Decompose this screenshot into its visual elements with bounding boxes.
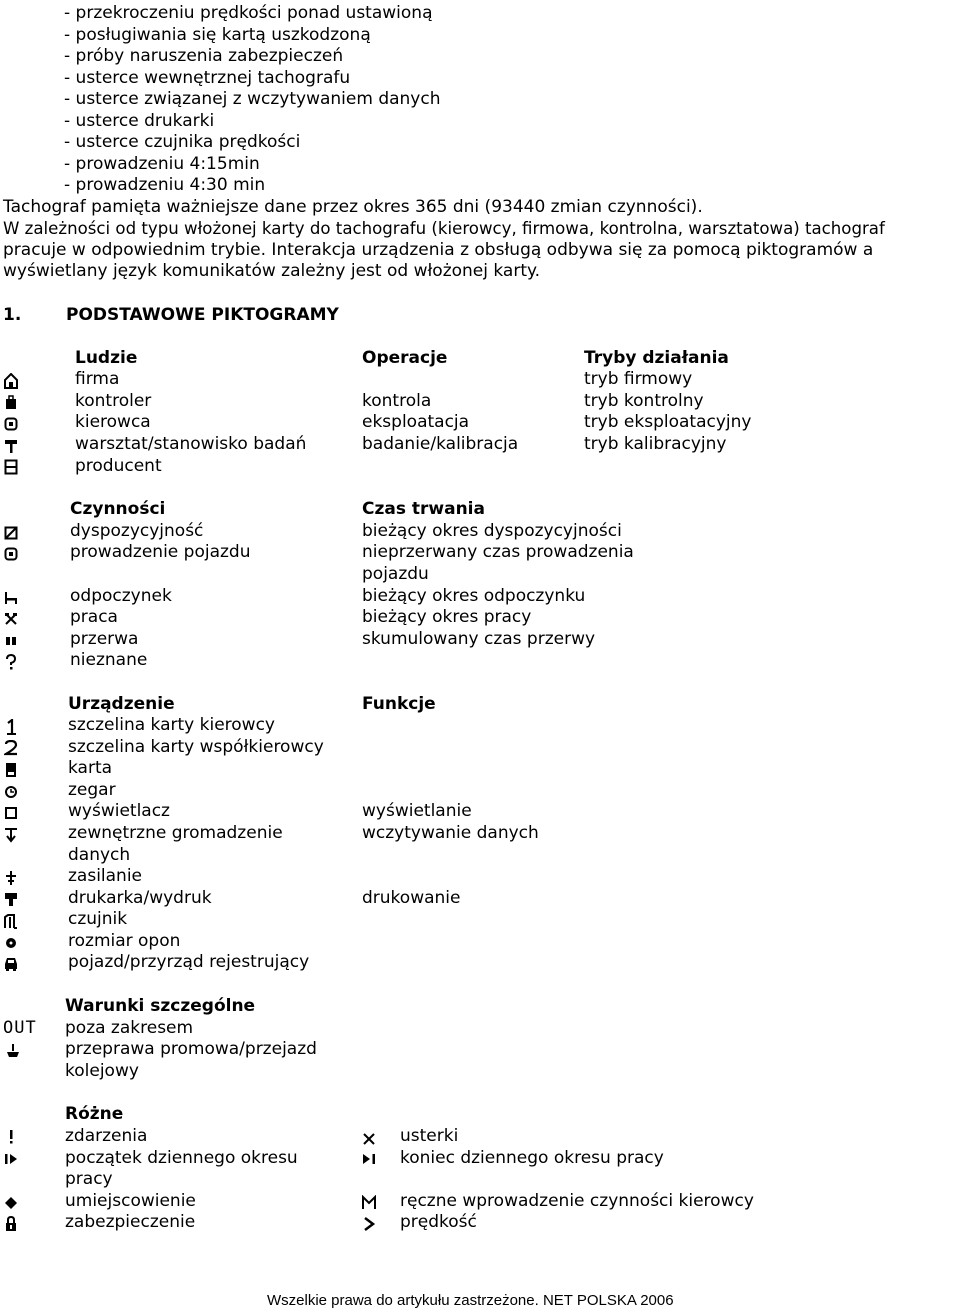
people-row-label: producent [75,456,162,476]
bullet-item: - przekroczeniu prędkości ponad ustawioną [64,3,433,23]
equipment-label: danych [68,845,131,865]
people-header: Ludzie [75,348,138,368]
intro-line: Tachograf pamięta ważniejsze dane przez okres 365 dni (93440 zmian czynności). [3,197,703,217]
equipment-label: szczelina karty kierowcy [68,715,275,735]
misc-label: prędkość [400,1212,477,1232]
people-row-label: warsztat/stanowisko badań [75,434,307,454]
people-row-label: firma [75,369,120,389]
clock-icon [4,784,18,800]
equipment-label: zasilanie [68,866,143,886]
function-label: wyświetlanie [362,801,472,821]
intro-line: W zależności od typu włożonej karty do tachografu (kierowcy, firmowa, kontrolna, warsztatowa) tachograf [3,219,885,238]
misc-header: Różne [65,1104,124,1124]
hammers-icon [4,611,18,627]
equipment-label: drukarka/wydruk [68,888,212,908]
special-header: Warunki szczególne [65,996,256,1016]
steering-wheel-icon [4,416,18,432]
activity-label: przerwa [70,629,139,649]
ferry-icon [6,1043,20,1059]
equipment-label: wyświetlacz [68,801,170,821]
tyre-icon [4,935,18,951]
key-icon [4,395,18,411]
equipment-header: Urządzenie [68,694,175,714]
operation-label: badanie/kalibracja [362,434,519,454]
bullet-item: - usterce czujnika prędkości [64,132,301,152]
equipment-label: zewnętrzne gromadzenie [68,823,283,843]
equipment-label: szczelina karty współkierowcy [68,737,324,757]
misc-label: usterki [400,1126,459,1146]
bullet-item: - usterce związanej z wczytywaniem danych [64,89,441,109]
bullet-item: - usterce drukarki [64,111,215,131]
bullet-item: - posługiwania się kartą uszkodzoną [64,25,371,45]
power-icon [4,870,18,886]
operations-header: Operacje [362,348,448,368]
lock-icon [4,1216,18,1232]
people-row-label: kontroler [75,391,152,411]
question-icon [4,654,18,670]
hammer-icon [4,438,18,454]
intro-line: wyświetlany język komunikatów zależny jest od włożonej karty. [3,261,541,281]
availability-icon [4,525,18,541]
section-title: PODSTAWOWE PIKTOGRAMY [66,305,339,325]
activity-label: nieznane [70,650,148,670]
activities-header: Czynności [70,499,166,519]
equipment-label: pojazd/przyrząd rejestrujący [68,952,310,972]
special-label: kolejowy [65,1061,139,1081]
download-icon [4,827,18,843]
location-icon [4,1195,18,1211]
pause-icon [4,633,18,649]
vehicle-icon [4,956,18,972]
equipment-label: karta [68,758,113,778]
misc-label: koniec dziennego okresu pracy [400,1148,664,1168]
duration-label: pojazdu [362,564,429,584]
sensor-icon [4,913,18,929]
house-icon [4,373,18,389]
duration-label: bieżący okres dyspozycyjności [362,521,622,541]
people-row-label: kierowca [75,412,151,432]
special-label: poza zakresem [65,1018,194,1038]
speed-icon [362,1216,376,1232]
misc-label: początek dziennego okresu [65,1148,298,1168]
footer-copyright: Wszelkie prawa do artykułu zastrzeżone. NET POLSKA 2006 [267,1292,674,1309]
slot-two-icon [4,740,18,756]
bullet-item: - próby naruszenia zabezpieczeń [64,46,344,66]
activity-label: dyspozycyjność [70,521,204,541]
activity-label: prowadzenie pojazdu [70,542,251,562]
factory-icon [4,459,18,475]
day-start-icon [4,1151,18,1167]
functions-header: Funkcje [362,694,436,714]
printer-icon [4,891,18,907]
misc-label: umiejscowienie [65,1191,196,1211]
steering-wheel-icon [4,546,18,562]
intro-line: pracuje w odpowiednim trybie. Interakcja urządzenia z obsługą odbywa się za pomocą piktogramów a [3,240,874,260]
bed-icon [4,590,18,606]
duration-header: Czas trwania [362,499,485,519]
equipment-label: czujnik [68,909,128,929]
bullet-item: - prowadzeniu 4:15min [64,154,260,174]
slot-one-icon [4,719,18,735]
mode-label: tryb kontrolny [584,391,704,411]
day-end-icon [362,1151,376,1167]
bullet-item: - prowadzeniu 4:30 min [64,175,266,195]
display-icon [4,805,18,821]
operation-label: eksploatacja [362,412,470,432]
mode-label: tryb firmowy [584,369,693,389]
misc-label: pracy [65,1169,113,1189]
out-icon: OUT [3,1018,37,1038]
exclamation-icon [4,1129,18,1145]
misc-label: ręczne wprowadzenie czynności kierowcy [400,1191,754,1211]
duration-label: bieżący okres odpoczynku [362,586,586,606]
operation-label: kontrola [362,391,432,411]
activity-label: odpoczynek [70,586,172,606]
duration-label: bieżący okres pracy [362,607,532,627]
special-label: przeprawa promowa/przejazd [65,1039,317,1059]
equipment-label: zegar [68,780,116,800]
section-number: 1. [3,305,22,325]
duration-label: skumulowany czas przerwy [362,629,596,649]
manual-icon [362,1195,376,1211]
mode-label: tryb eksploatacyjny [584,412,752,432]
card-icon [4,762,18,778]
equipment-label: rozmiar opon [68,931,181,951]
modes-header: Tryby działania [584,348,729,368]
function-label: drukowanie [362,888,461,908]
activity-label: praca [70,607,118,627]
fault-icon [362,1130,376,1146]
duration-label: nieprzerwany czas prowadzenia [362,542,634,562]
function-label: wczytywanie danych [362,823,539,843]
misc-label: zabezpieczenie [65,1212,196,1232]
misc-label: zdarzenia [65,1126,148,1146]
bullet-item: - usterce wewnętrznej tachografu [64,68,351,88]
mode-label: tryb kalibracyjny [584,434,727,454]
